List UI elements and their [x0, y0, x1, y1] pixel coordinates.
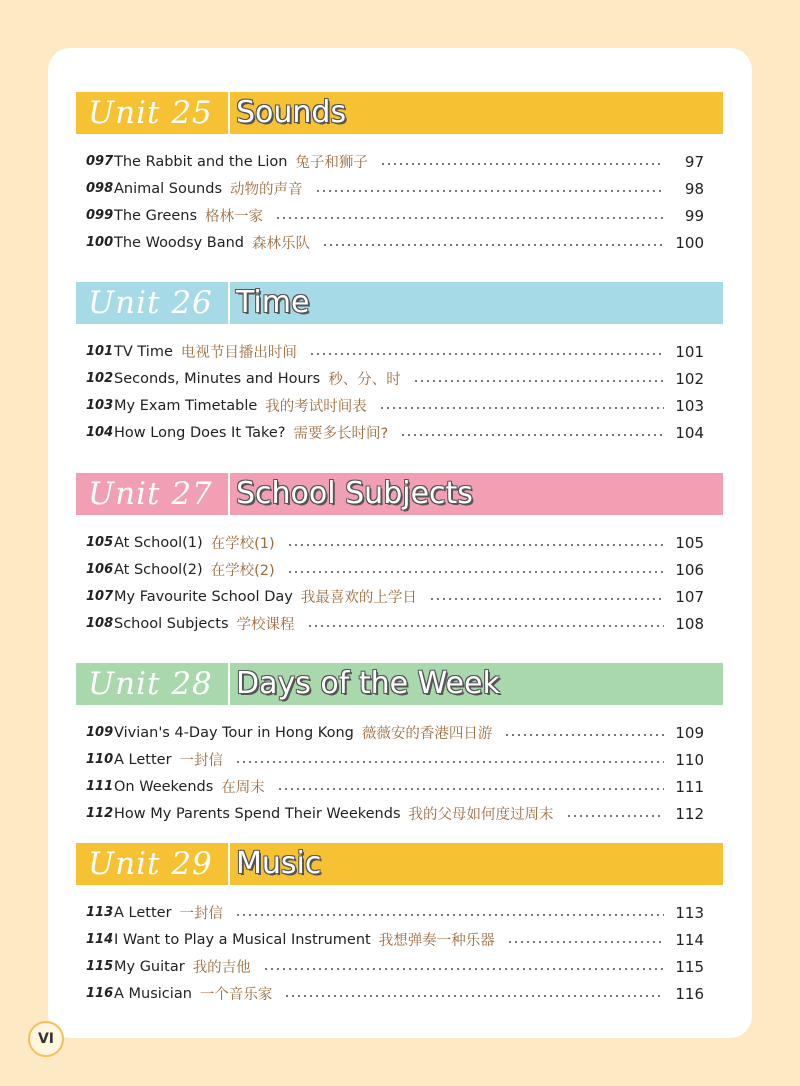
lesson-title-en: At School(2) [114, 561, 203, 578]
lesson-title-zh: 动物的声音 [230, 182, 303, 198]
page-number: 105 [675, 533, 704, 552]
lesson-number: 104 [86, 425, 114, 440]
contents-card [48, 48, 752, 1038]
lesson-number: 108 [86, 616, 114, 631]
lesson-title-en: Seconds, Minutes and Hours [114, 370, 321, 387]
unit-section [76, 663, 723, 827]
lesson-title-zh: 学校课程 [236, 617, 295, 633]
lesson-title-zh: 格林一家 [205, 209, 264, 225]
page-number: 114 [675, 930, 704, 949]
page-number: 109 [675, 723, 704, 742]
dot-leader [507, 941, 664, 943]
lesson-number: 113 [86, 905, 114, 920]
page-number: 101 [675, 342, 704, 361]
lesson-number: 111 [86, 779, 114, 794]
unit-number-label: Unit 25 [76, 92, 228, 134]
dot-leader [413, 380, 664, 382]
toc-entry[interactable] [76, 529, 723, 556]
page-number: 116 [675, 984, 704, 1003]
lesson-title-en: How Long Does It Take? [114, 424, 286, 441]
lesson-title-en: How My Parents Spend Their Weekends [114, 805, 401, 822]
lesson-title-zh: 一个音乐家 [199, 987, 273, 1003]
lesson-title-zh: 电视节目播出时间 [180, 345, 297, 361]
unit-number-label: Unit 26 [76, 282, 228, 324]
entry-list [76, 719, 723, 827]
dot-leader [263, 968, 664, 970]
lesson-number: 098 [86, 181, 114, 196]
lesson-title-en: I Want to Play a Musical Instrument [114, 931, 371, 948]
unit-section [76, 473, 723, 637]
lesson-title-zh: 薇薇安的香港四日游 [361, 726, 493, 742]
lesson-title-zh: 在学校(2) [210, 563, 275, 579]
lesson-title-en: My Favourite School Day [114, 588, 293, 605]
toc-entry[interactable] [76, 800, 723, 827]
dot-leader [566, 815, 664, 817]
dot-leader [380, 163, 664, 165]
toc-entry[interactable] [76, 392, 723, 419]
toc-entry[interactable] [76, 202, 723, 229]
page-number: 100 [675, 233, 704, 252]
dot-leader [284, 995, 664, 997]
dot-leader [504, 734, 664, 736]
dot-leader [315, 190, 665, 192]
lesson-title-en: School Subjects [114, 615, 229, 632]
dot-leader [235, 914, 664, 916]
entry-list [76, 529, 723, 637]
page-number: 97 [684, 152, 704, 171]
unit-title: Days of the Week [230, 663, 723, 705]
unit-section [76, 92, 723, 256]
dot-leader [235, 761, 664, 763]
lesson-number: 101 [86, 344, 114, 359]
lesson-title-en: The Rabbit and the Lion [114, 153, 288, 170]
page-number: 113 [675, 903, 704, 922]
lesson-title-en: The Greens [114, 207, 198, 224]
page-number: 106 [675, 560, 704, 579]
dot-leader [400, 434, 664, 436]
unit-banner [76, 282, 723, 324]
unit-number-label: Unit 28 [76, 663, 228, 705]
page-number: 98 [684, 179, 704, 198]
dot-leader [287, 571, 664, 573]
lesson-title-zh: 一封信 [179, 906, 224, 922]
toc-entry[interactable] [76, 365, 723, 392]
lesson-number: 097 [86, 154, 114, 169]
lesson-title-en: My Guitar [114, 958, 185, 975]
unit-banner [76, 843, 723, 885]
dot-leader [322, 244, 664, 246]
page-number: 103 [675, 396, 704, 415]
lesson-number: 109 [86, 725, 114, 740]
lesson-title-zh: 我的吉他 [192, 960, 251, 976]
toc-entry[interactable] [76, 610, 723, 637]
lesson-title-zh: 在周末 [221, 780, 265, 796]
lesson-title-en: Vivian's 4-Day Tour in Hong Kong [114, 724, 354, 741]
unit-title: Time [230, 282, 723, 324]
toc-entry[interactable] [76, 980, 723, 1007]
lesson-number: 106 [86, 562, 114, 577]
entry-list [76, 899, 723, 1007]
unit-banner [76, 663, 723, 705]
unit-title: Sounds [230, 92, 723, 134]
toc-entry[interactable] [76, 229, 723, 256]
lesson-title-zh: 秒、分、时 [328, 372, 401, 388]
page-number: 111 [675, 777, 704, 796]
toc-entry[interactable] [76, 926, 723, 953]
dot-leader [309, 353, 664, 355]
unit-section [76, 843, 723, 1007]
lesson-title-zh: 森林乐队 [251, 236, 310, 252]
lesson-number: 115 [86, 959, 114, 974]
page-number: 108 [675, 614, 704, 633]
lesson-number: 112 [86, 806, 114, 821]
lesson-title-zh: 我的考试时间表 [265, 399, 367, 415]
lesson-number: 114 [86, 932, 114, 947]
unit-title: Music [230, 843, 723, 885]
dot-leader [277, 788, 664, 790]
unit-section [76, 282, 723, 446]
unit-number-label: Unit 27 [76, 473, 228, 515]
unit-number-label: Unit 29 [76, 843, 228, 885]
lesson-number: 102 [86, 371, 114, 386]
toc-entry[interactable] [76, 175, 723, 202]
toc-entry[interactable] [76, 148, 723, 175]
toc-entry[interactable] [76, 746, 723, 773]
lesson-title-zh: 我的父母如何度过周末 [408, 807, 554, 823]
page-number: 107 [675, 587, 704, 606]
lesson-title-zh: 我最喜欢的上学日 [300, 590, 417, 606]
lesson-title-en: Animal Sounds [114, 180, 222, 197]
lesson-number: 099 [86, 208, 114, 223]
unit-banner [76, 92, 723, 134]
toc-entry[interactable] [76, 583, 723, 610]
dot-leader [287, 544, 664, 546]
entry-list [76, 148, 723, 256]
lesson-title-en: At School(1) [114, 534, 203, 551]
lesson-number: 103 [86, 398, 114, 413]
lesson-title-en: On Weekends [114, 778, 214, 795]
lesson-title-zh: 我想弹奏一种乐器 [378, 933, 495, 949]
lesson-number: 100 [86, 235, 114, 250]
lesson-number: 107 [86, 589, 114, 604]
page-number: 102 [675, 369, 704, 388]
toc-entry[interactable] [76, 953, 723, 980]
unit-banner [76, 473, 723, 515]
entry-list [76, 338, 723, 446]
toc-entry[interactable] [76, 899, 723, 926]
lesson-title-zh: 一封信 [179, 753, 224, 769]
dot-leader [379, 407, 664, 409]
page-number: 110 [675, 750, 704, 769]
lesson-number: 105 [86, 535, 114, 550]
page-number: 104 [675, 423, 704, 442]
toc-entry[interactable] [76, 773, 723, 800]
lesson-title-en: The Woodsy Band [114, 234, 244, 251]
dot-leader [307, 625, 664, 627]
lesson-title-en: A Letter [114, 751, 172, 768]
lesson-title-zh: 兔子和狮子 [295, 155, 368, 171]
toc-entry[interactable] [76, 556, 723, 583]
lesson-title-zh: 在学校(1) [210, 536, 275, 552]
toc-entry[interactable] [76, 719, 723, 746]
page-number-badge: VI [28, 1021, 64, 1057]
toc-entry[interactable] [76, 338, 723, 365]
unit-title: School Subjects [230, 473, 723, 515]
page-number: 115 [675, 957, 704, 976]
lesson-title-en: TV Time [114, 343, 173, 360]
page-number: 99 [684, 206, 704, 225]
dot-leader [429, 598, 664, 600]
lesson-title-en: A Musician [114, 985, 192, 1002]
dot-leader [275, 217, 664, 219]
lesson-title-en: My Exam Timetable [114, 397, 258, 414]
lesson-title-en: A Letter [114, 904, 172, 921]
lesson-title-zh: 需要多长时间? [293, 426, 389, 442]
lesson-number: 116 [86, 986, 114, 1001]
lesson-number: 110 [86, 752, 114, 767]
toc-entry[interactable] [76, 419, 723, 446]
page-number: 112 [675, 804, 704, 823]
